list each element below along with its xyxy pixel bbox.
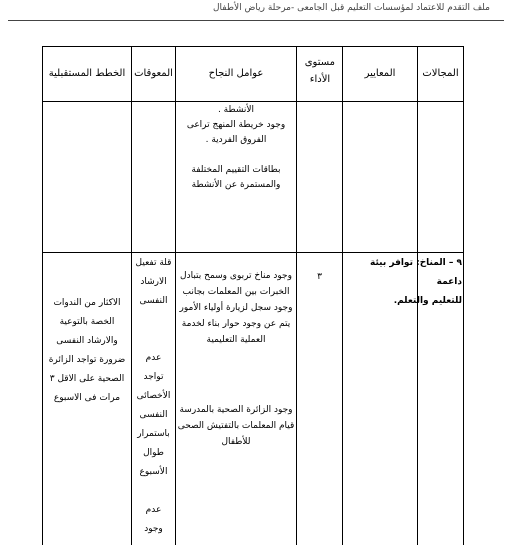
text-line: طوال (143, 448, 164, 458)
text-line: وجود خريطة المنهج تراعى (186, 120, 286, 130)
text-line: مرات فى الاسبوع (53, 393, 121, 403)
success-factors-row-9 (177, 268, 295, 450)
text-line: الأنشطة . (217, 105, 255, 115)
text-line: عدم (145, 353, 162, 363)
text-line: وجود (144, 524, 163, 534)
text-line: النفسى (139, 410, 168, 420)
criteria-text: توافر بيئة داعمة (370, 258, 462, 287)
text-line: الخصة بالتوعية (59, 317, 115, 327)
text-line: النفسى (139, 296, 168, 306)
domain-label: ٩ – المناخ: (416, 258, 462, 268)
text-line: والمستمرة عن الأنشطة (191, 180, 281, 190)
text-line: قيام المعلمات بالتفتيش الصحى (177, 421, 295, 431)
text-line: باستمرار (137, 429, 170, 439)
text-line: ضرورة تواجد الزائرة (48, 355, 126, 365)
row-border (42, 252, 464, 253)
text-line: الأسبوع (139, 467, 168, 477)
column-divider (296, 46, 297, 545)
performance-level-value: ٣ (317, 272, 322, 282)
success-factors-continued (176, 103, 296, 193)
text-line: يتم عن وجود حوار بناء لخدمة (181, 319, 291, 329)
criteria-text: للتعليم والتعلم. (393, 296, 462, 306)
obstacles-row-9 (132, 254, 175, 539)
text-line: الأخصائى (136, 391, 171, 401)
table-border-top (42, 46, 464, 47)
text-line: وجود الزائرة الصحية بالمدرسة (179, 405, 293, 415)
column-header-criteria: المعايير (364, 68, 396, 79)
text-line: الخبرات بين المعلمات بجانب (182, 287, 290, 297)
text-line: العملية التعليمية (206, 335, 266, 345)
text-line: قلة تفعيل (135, 258, 172, 268)
text-line: الفروق الفردية . (205, 135, 267, 145)
header-row-border (42, 101, 464, 102)
future-plans-row-9 (44, 294, 130, 408)
text-line: الصحية على الاقل ٣ (49, 374, 125, 384)
text-line: عدم (145, 505, 162, 515)
row-9-domain-criteria (343, 254, 462, 311)
text-line: وجود سجل لزيارة أولياء الأمور (179, 303, 293, 313)
column-header-future-plans: الخطط المستقبلية (48, 68, 126, 79)
text-line: بطاقات التقييم المختلفة (191, 165, 281, 175)
text-line: الاكثار من الندوات (53, 298, 121, 308)
text-line: للأطفال (221, 437, 251, 447)
text-line: الارشاد (140, 277, 167, 287)
text-line: تواجد (143, 372, 164, 382)
table-border-left (42, 46, 43, 545)
text-line: والارشاد النفسى (56, 336, 118, 346)
column-header-domains: المجالات (422, 68, 459, 79)
text-line: وجود مناخ تربوى وسمح بتبادل (180, 271, 292, 281)
column-header-success-factors: عوامل النجاح (208, 68, 264, 79)
table-border-right (463, 46, 464, 545)
column-header-obstacles: المعوقات (134, 68, 173, 79)
column-header-performance-level: مستوى الأداء (304, 57, 335, 85)
document-header: ملف التقدم للاعتماد لمؤسسات التعليم قبل الجامعى -مرحلة رياض الأطفال (213, 3, 490, 13)
